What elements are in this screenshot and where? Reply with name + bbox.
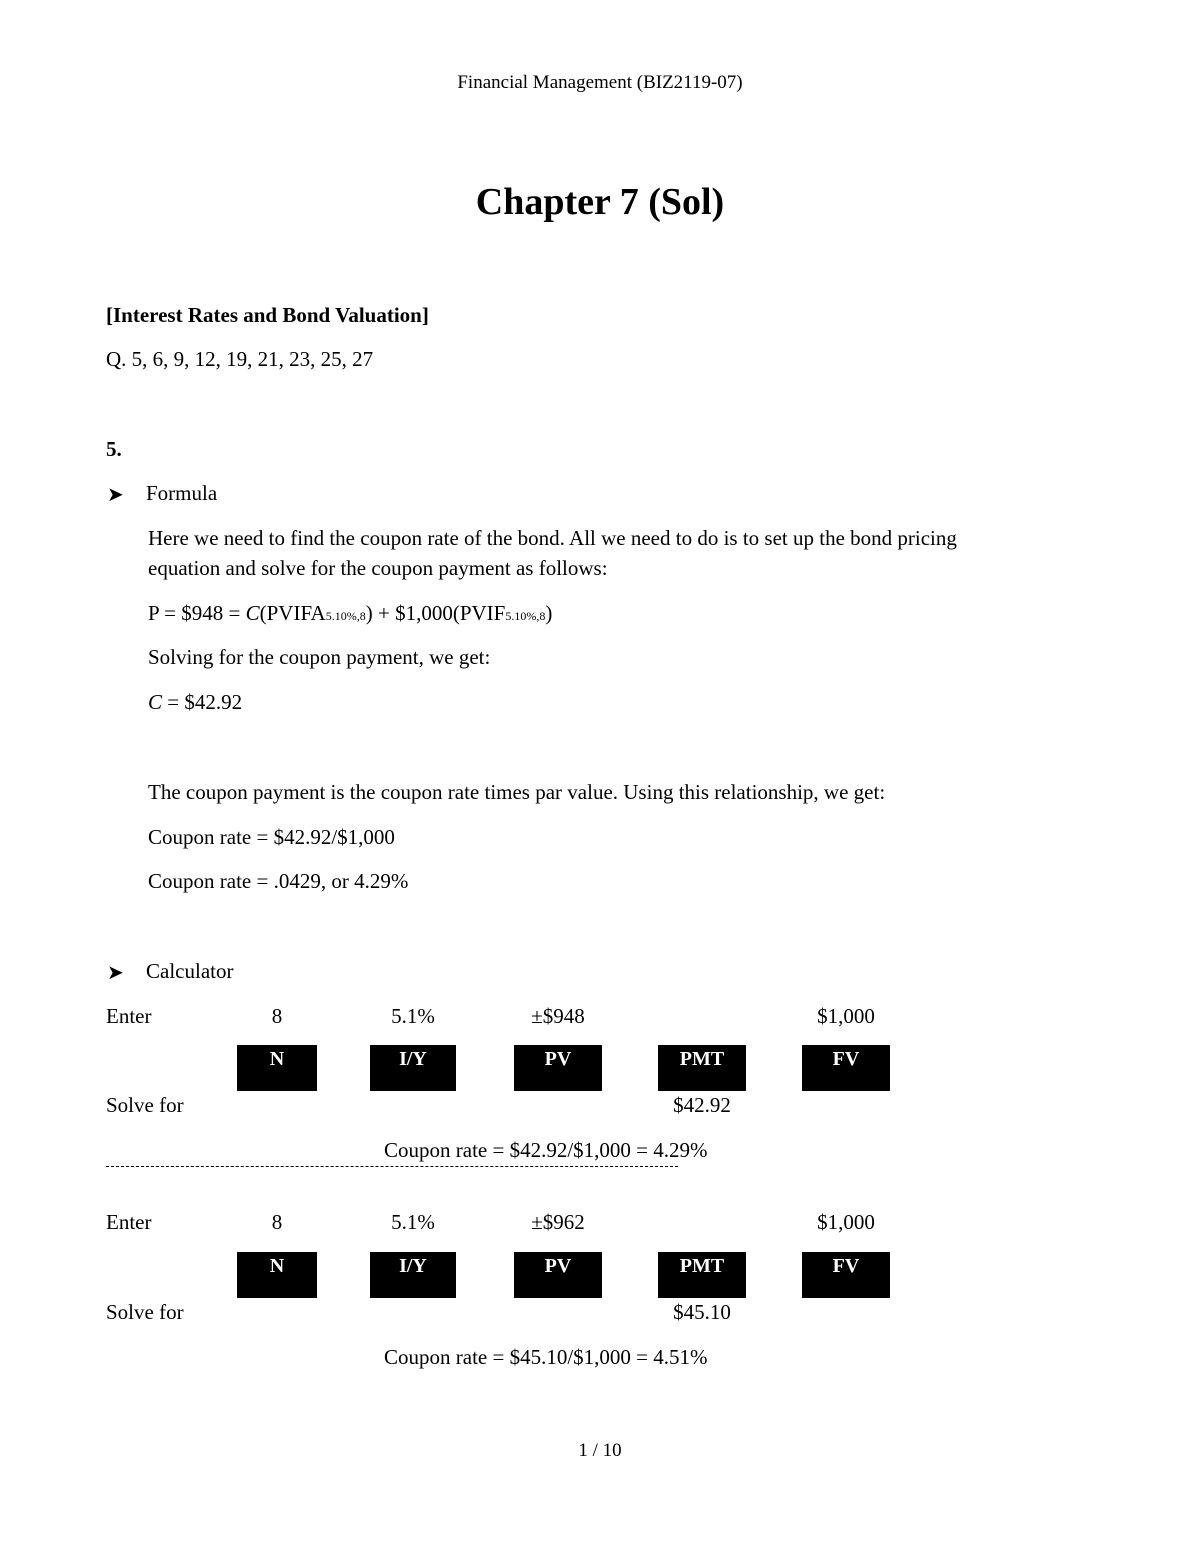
calculator-key-n: N <box>237 1252 317 1298</box>
calculator-key-fv: FV <box>802 1252 890 1298</box>
calculator-key-pmt: PMT <box>658 1045 746 1091</box>
enter-label: Enter <box>106 1210 152 1234</box>
pmt-result: $42.92 <box>673 1093 731 1117</box>
page-number: 1 / 10 <box>578 1440 622 1461</box>
enter-label: Enter <box>106 1004 152 1028</box>
calculator-key-n: N <box>237 1045 317 1091</box>
calculator-key-pv: PV <box>514 1252 602 1298</box>
page-title: Chapter 7 (Sol) <box>475 181 725 223</box>
calculator-key-pv: PV <box>514 1045 602 1091</box>
coupon-rate-line: Coupon rate = .0429, or 4.29% <box>148 869 409 893</box>
pv-value: ±$962 <box>531 1210 585 1234</box>
coupon-rate-result: Coupon rate = $42.92/$1,000 = 4.29% <box>384 1138 708 1162</box>
calculator-key-iy: I/Y <box>370 1252 456 1298</box>
calculator-key-fv: FV <box>802 1045 890 1091</box>
pmt-result: $45.10 <box>673 1300 731 1324</box>
fv-value: $1,000 <box>817 1210 875 1234</box>
iy-value: 5.1% <box>391 1004 435 1028</box>
coupon-rate-result: Coupon rate = $45.10/$1,000 = 4.51% <box>384 1345 708 1369</box>
paragraph-line: equation and solve for the coupon payment as follows: <box>148 556 608 580</box>
bond-pricing-equation: P = $948 = C(PVIFA5.10%,8) + $1,000(PVIF5.10%,8) <box>148 601 553 625</box>
coupon-rate-line: Coupon rate = $42.92/$1,000 <box>148 825 395 849</box>
arrow-bullet-icon: ➤ <box>107 484 124 506</box>
dashed-divider <box>106 1166 678 1167</box>
section-heading: [Interest Rates and Bond Valuation] <box>106 303 429 327</box>
pv-value: ±$948 <box>531 1004 585 1028</box>
solve-for-label: Solve for <box>106 1300 184 1324</box>
fv-value: $1,000 <box>817 1004 875 1028</box>
question-list: Q. 5, 6, 9, 12, 19, 21, 23, 25, 27 <box>106 347 374 371</box>
n-value: 8 <box>271 1210 283 1234</box>
problem-number: 5. <box>106 437 122 461</box>
coupon-payment-result: C = $42.92 <box>148 690 243 714</box>
calculator-key-iy: I/Y <box>370 1045 456 1091</box>
arrow-bullet-icon: ➤ <box>107 962 124 984</box>
paragraph-text: The coupon payment is the coupon rate times par value. Using this relationship, we get: <box>148 780 886 804</box>
calculator-key-pmt: PMT <box>658 1252 746 1298</box>
iy-value: 5.1% <box>391 1210 435 1234</box>
solving-text: Solving for the coupon payment, we get: <box>148 645 491 669</box>
n-value: 8 <box>271 1004 283 1028</box>
solve-for-label: Solve for <box>106 1093 184 1117</box>
paragraph-line: Here we need to find the coupon rate of the bond. All we need to do is to set up the bond pricing <box>148 526 957 550</box>
page-header: Financial Management (BIZ2119-07) <box>457 72 743 93</box>
formula-label: Formula <box>146 481 218 505</box>
calculator-label: Calculator <box>146 959 234 983</box>
